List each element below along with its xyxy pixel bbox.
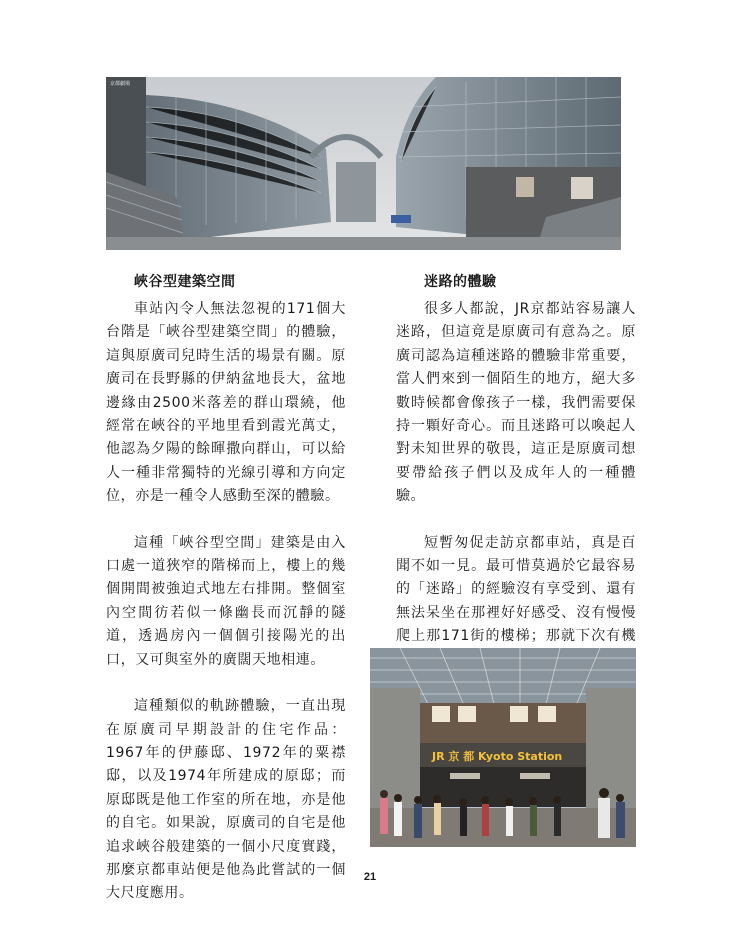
paragraph: 很多人都說，JR京都站容易讓人迷路，但這竟是原廣司有意為之。原廣司認為這種迷路的體驗非常重要，當人們來到一個陌生的地方，絕大多數時候都會像孩子一樣，我們需要保持一顆好奇心。而且迷路可以喚起人對未知世界的敬畏，這正是原廣司想要帶給孩子們以及成年人的一種體驗。 [396, 301, 636, 505]
left-column [106, 272, 346, 906]
paragraph: 這種「峽谷型空間」建築是由入口處一道狹窄的階梯而上，樓上的幾個開間被強迫式地左右排開。整個室內空間彷若似一條幽長而沉靜的隧道，透過房內一個個引接陽光的出口，又可與室外的廣闊天地相連。 [106, 534, 346, 668]
station-entrance-photo [370, 648, 636, 847]
building-sign-text: 京都劇場 [110, 81, 131, 87]
station-sign-text: JR 京 都 Kyoto Station [432, 750, 563, 763]
paragraph: 短暫匆促走訪京都車站，真是百聞不如一見。最可惜莫過於它最容易的「迷路」的經驗沒有享受到、還有無法呆坐在那裡好好感受、沒有慢慢爬上那171街的樓梯；那就下次有機 [396, 534, 636, 645]
page-number: 21 [363, 871, 377, 883]
section-heading-canyon: 峽谷型建築空間 [134, 274, 236, 290]
section-heading-lost: 迷路的體驗 [424, 274, 497, 290]
station-atrium-photo [106, 77, 621, 250]
paragraph: 車站內令人無法忽視的171個大台階是「峽谷型建築空間」的體驗，這與原廣司兒時生活的場景有關。原廣司在長野縣的伊納盆地長大，盆地邊緣由2500米落差的群山環繞，他經常在峽谷的平地里看到霞光萬丈，他認為夕陽的餘暉撒向群山，可以給人一種非常獨特的光線引導和方向定位，亦是一種令人感動至深的體驗。 [106, 301, 346, 505]
right-column [396, 272, 636, 672]
paragraph: 這種類似的軌跡體驗，一直出現在原廣司早期設計的住宅作品：1967年的伊藤邸、1972年的粟襟邸，以及1974年所建成的原邸；而原邸既是他工作室的所在地，亦是他的自宅。如果說，原廣司的自宅是他追求峽谷般建築的一個小尺度實踐，那麼京都車站便是他為此嘗試的一個大尺度應用。 [106, 698, 346, 902]
